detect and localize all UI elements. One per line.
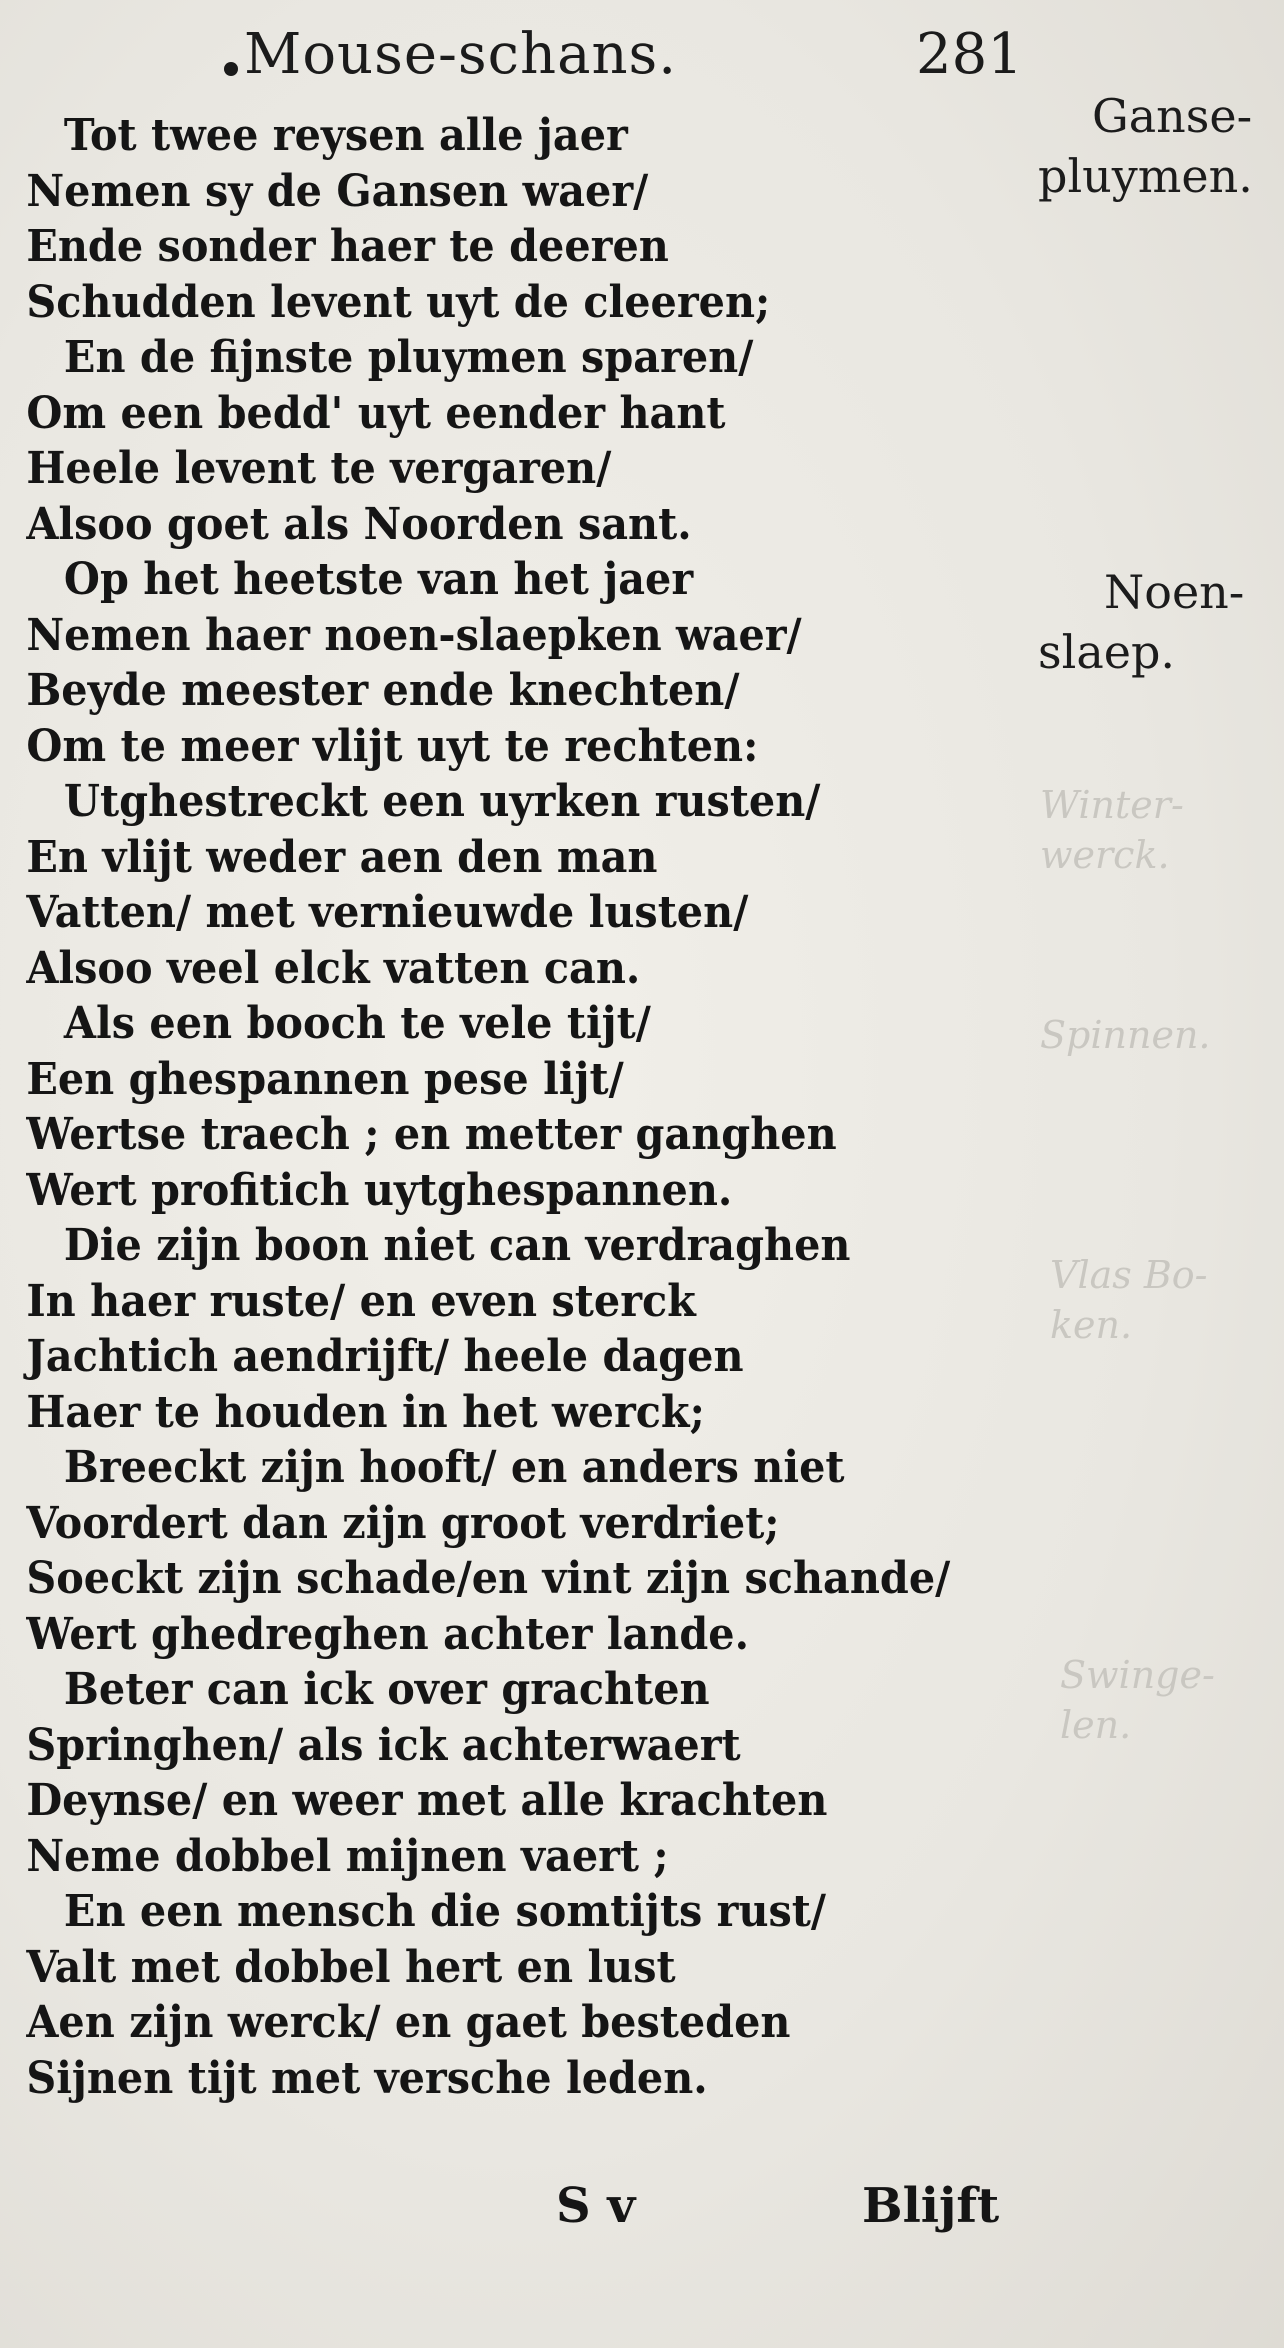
verse-line: En een mensch die somtijts rust/ [63, 1886, 827, 1937]
verse-line: Beter can ick over grachten [63, 1664, 710, 1715]
verse-block [0, 108, 1060, 2106]
bleed-through-text: Swinge- [1060, 1653, 1215, 1697]
verse-line: Nemen sy de Gansen waer/ [26, 165, 649, 217]
verse-line: Op het heetste van het jaer [63, 554, 694, 605]
bullet-dot [224, 62, 238, 76]
bleed-through-note [1050, 1250, 1207, 1350]
verse-line: En vlijt weder aen den man [26, 831, 658, 883]
verse-line: Ende sonder haer te deeren [26, 221, 669, 272]
verse-line: Breeckt zijn hooft/ en anders niet [63, 1442, 845, 1493]
bleed-through-note [1040, 1010, 1211, 1060]
bleed-through-text: Winter- [1040, 783, 1184, 827]
verse-line: Voordert dan zijn groot verdriet; [26, 1497, 780, 1549]
page-footer [0, 2178, 1284, 2248]
running-title: Mouse-schans. [244, 22, 678, 87]
margin-note-ganse: Ganse- [1092, 89, 1253, 143]
verse-line: Heele levent te vergaren/ [26, 443, 612, 494]
verse-line: Jachtich aendrijft/ heele dagen [26, 1331, 744, 1382]
verse-line: Alsoo goet als Noorden sant. [26, 498, 692, 550]
verse-line: Springhen/ als ick achterwaert [26, 1719, 741, 1771]
bleed-through-note [1040, 780, 1184, 880]
verse-line: Vatten/ met vernieuwde lusten/ [26, 887, 749, 938]
verse-line: Neme dobbel mijnen vaert ; [26, 1830, 669, 1882]
verse-line: Wert profitich uytghespannen. [26, 1164, 733, 1216]
verse-line: Die zijn boon niet can verdraghen [63, 1220, 851, 1271]
verse-line: En de fijnste pluymen sparen/ [63, 332, 754, 383]
verse-line: In haer ruste/ en even sterck [26, 1275, 696, 1327]
verse-line: Om een bedd' uyt eender hant [26, 387, 726, 439]
margin-note-noen: Noen- [1104, 565, 1245, 619]
signature-mark: S v [556, 2178, 636, 2234]
verse-line: Om te meer vlijt uyt te rechten: [26, 720, 759, 772]
verse-line: Alsoo veel elck vatten can. [26, 942, 641, 994]
verse-line: Soeckt zijn schade/en vint zijn schande/ [26, 1553, 951, 1604]
verse-line: Beyde meester ende knechten/ [26, 665, 740, 716]
verse-line: Aen zijn werck/ en gaet besteden [26, 1997, 791, 2048]
bleed-through-note [1060, 1650, 1215, 1750]
bleed-through-text: len. [1060, 1703, 1132, 1747]
verse-line: Nemen haer noen-slaepken waer/ [26, 609, 802, 661]
verse-line: Utghestreckt een uyrken rusten/ [63, 776, 821, 827]
bleed-through-text: Vlas Bo- [1050, 1253, 1208, 1297]
verse-line: Een ghespannen pese lijt/ [26, 1053, 624, 1105]
verse-line: Sijnen tijt met versche leden. [26, 2052, 708, 2104]
verse-line: Deynse/ en weer met alle krachten [26, 1775, 828, 1826]
bleed-through-text: werck. [1040, 833, 1170, 877]
verse-line: Tot twee reysen alle jaer [63, 110, 628, 161]
verse-line: Haer te houden in het werck; [26, 1386, 705, 1438]
verse-line: Valt met dobbel hert en lust [26, 1941, 676, 1993]
verse-line: Wert ghedreghen achter lande. [26, 1608, 749, 1660]
bleed-through-text: ken. [1050, 1303, 1133, 1347]
margin-note-pluymen: pluymen. [1038, 149, 1253, 203]
verse-line: Als een booch te vele tijt/ [63, 998, 651, 1049]
page-number: 281 [916, 22, 1023, 87]
page-header [0, 22, 1284, 92]
verse-line: Wertse traech ; en metter ganghen [26, 1109, 837, 1160]
verse-line: Schudden levent uyt de cleeren; [26, 276, 771, 328]
bleed-through-text: Spinnen. [1040, 1013, 1211, 1057]
margin-note-slaep: slaep. [1038, 625, 1176, 679]
catchword: Blijft [862, 2178, 1000, 2234]
